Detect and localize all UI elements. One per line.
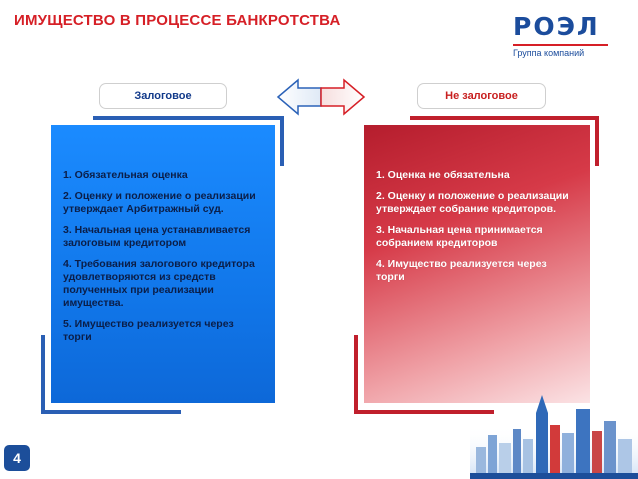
unsecured-item: 2. Оценку и положение о реализации утверждает собрание кредиторов. xyxy=(376,190,569,215)
left-arrow-shape xyxy=(278,80,321,114)
logo-subtitle: Группа компаний xyxy=(513,48,585,58)
blue-frame-right xyxy=(280,116,284,166)
unsecured-label: Не залоговое xyxy=(418,84,545,108)
right-arrow-shape xyxy=(321,80,364,114)
unsecured-item: 1. Оценка не обязательна xyxy=(376,169,510,181)
unsecured-item: 3. Начальная цена принимается собранием кредиторов xyxy=(376,224,543,249)
secured-item: 2. Оценку и положение о реализации утверждает Арбитражный суд. xyxy=(63,190,256,215)
unsecured-item: 4. Имущество реализуется через торги xyxy=(376,258,547,283)
page-title: ИМУЩЕСТВО В ПРОЦЕССЕ БАНКРОТСТВА xyxy=(14,12,341,29)
blue-frame-top xyxy=(93,116,283,120)
secured-item: 5. Имущество реализуется через торги xyxy=(63,318,234,343)
blue-frame-left xyxy=(41,335,45,413)
red-frame-top xyxy=(410,116,598,120)
secured-item: 4. Требования залогового кредитора удовлетворяются из средств полученных при реализации имущества. xyxy=(63,258,255,309)
double-arrow-icon xyxy=(276,77,366,117)
secured-item: 3. Начальная цена устанавливается залоговым кредитором xyxy=(63,224,251,249)
page-number: 4 xyxy=(4,445,30,471)
unsecured-panel xyxy=(364,125,590,403)
blue-frame-bottom xyxy=(41,410,181,414)
red-frame-right xyxy=(595,116,599,166)
logo-underline xyxy=(513,44,608,46)
red-frame-left xyxy=(354,335,358,413)
company-logo xyxy=(513,14,629,62)
secured-label: Залоговое xyxy=(100,84,226,108)
logo-wordmark: РОЭЛ xyxy=(513,12,600,41)
city-skyline-image xyxy=(470,385,638,479)
secured-panel xyxy=(51,125,275,403)
secured-item: 1. Обязательная оценка xyxy=(63,169,188,181)
